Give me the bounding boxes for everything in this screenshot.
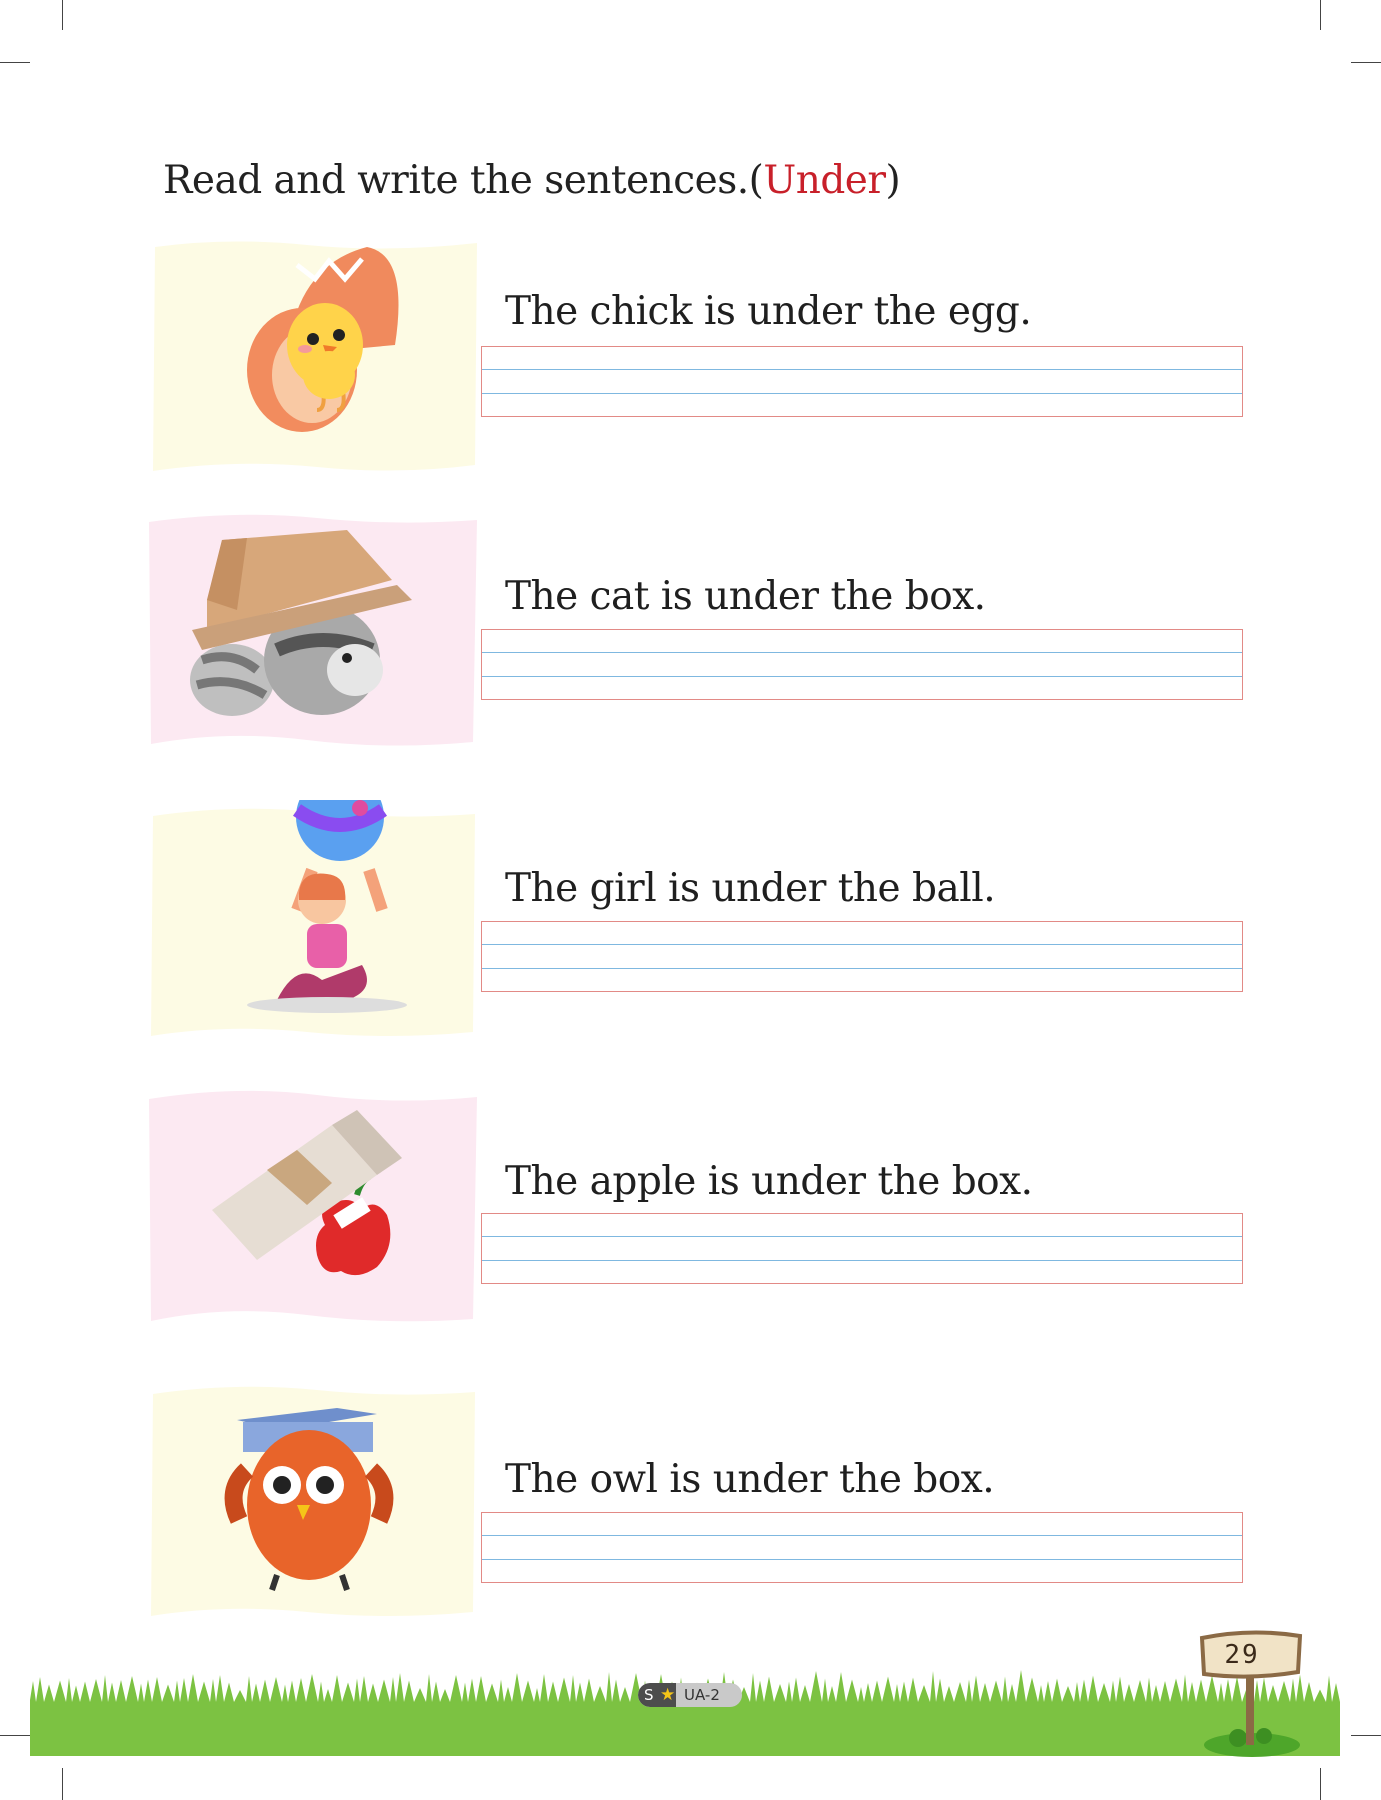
apple-under-box-picture [147,1085,480,1325]
girl-under-ball-illustration [147,800,480,1040]
badge-code: UA-2 [684,1686,720,1704]
sentence-text: The apple is under the box. [505,1159,1033,1204]
chick-under-egg-illustration [147,235,480,475]
page-title [163,158,900,203]
crop-mark [1351,62,1381,63]
title-keyword: Under [763,158,886,203]
sentence-text: The owl is under the box. [505,1457,995,1502]
owl-under-box-illustration [147,1380,480,1620]
crop-mark [1351,1735,1381,1736]
crop-mark [62,0,63,30]
writing-lines[interactable] [481,1213,1243,1284]
exercise-row-4 [0,1085,1381,1335]
writing-lines[interactable] [481,629,1243,700]
crop-mark [0,1735,30,1736]
guide-line [482,944,1242,945]
title-suffix: ) [885,158,901,203]
sentence-text: The chick is under the egg. [505,289,1032,334]
guide-line [482,1559,1242,1560]
writing-lines[interactable] [481,921,1243,992]
guide-line [482,369,1242,370]
badge-letter: S [638,1683,676,1707]
cat-under-box-picture [147,510,480,750]
exercise-row-3 [0,790,1381,1040]
chick-under-egg-picture [147,235,480,475]
page-number: 29 [1224,1640,1260,1670]
apple-under-box-illustration [147,1085,480,1325]
crop-mark [0,62,30,63]
guide-line [482,652,1242,653]
crop-mark [1320,1768,1321,1800]
guide-line [482,968,1242,969]
guide-line [482,393,1242,394]
cat-under-box-illustration [147,510,480,750]
exercise-row-2 [0,510,1381,760]
writing-lines[interactable] [481,1512,1243,1583]
guide-line [482,1535,1242,1536]
exercise-row-1 [0,225,1381,475]
sentence-text: The girl is under the ball. [505,866,996,911]
guide-line [482,676,1242,677]
guide-line [482,1260,1242,1261]
exercise-row-5 [0,1375,1381,1625]
writing-lines[interactable] [481,346,1243,417]
girl-under-ball-picture [147,800,480,1040]
sentence-text: The cat is under the box. [505,574,986,619]
owl-under-box-picture [147,1380,480,1620]
guide-line [482,1236,1242,1237]
crop-mark [1320,0,1321,30]
crop-mark [62,1768,63,1800]
series-badge [638,1683,742,1707]
star-icon: ★ [660,1685,676,1705]
title-text: Read and write the sentences.( [163,158,764,203]
